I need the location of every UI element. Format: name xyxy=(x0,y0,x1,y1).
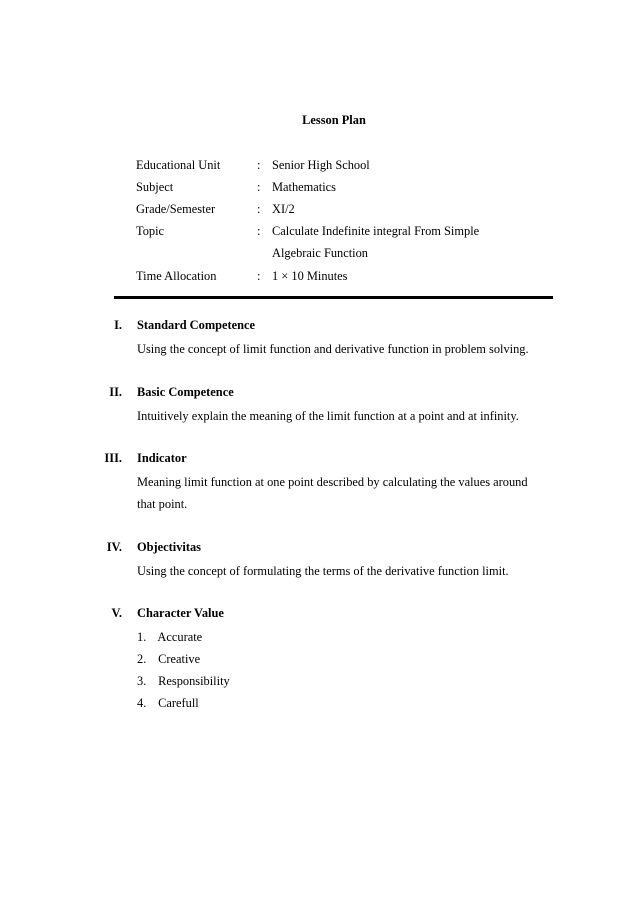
list-item-number: 4. xyxy=(137,696,147,710)
meta-value: Calculate Indefinite integral From Simple Algebraic Function xyxy=(272,224,480,260)
list-item-text: Accurate xyxy=(157,630,203,644)
section-number: III. xyxy=(104,451,122,465)
header-divider xyxy=(114,296,553,299)
list-item-text: Carefull xyxy=(158,696,199,710)
list-item-number: 1. xyxy=(137,630,147,644)
section-number: IV. xyxy=(106,540,122,554)
section-body: Using the concept of limit function and derivative function in problem solving. xyxy=(137,342,529,356)
character-value-list xyxy=(137,626,230,714)
list-item xyxy=(137,670,230,692)
section-title: Character Value xyxy=(137,606,224,620)
list-item-number: 3. xyxy=(137,674,147,688)
meta-colon: : xyxy=(257,180,261,194)
meta-label: Time Allocation xyxy=(136,269,217,283)
meta-colon: : xyxy=(257,202,261,216)
meta-value: Mathematics xyxy=(272,180,336,194)
meta-colon: : xyxy=(257,224,261,238)
meta-value: XI/2 xyxy=(272,202,295,216)
meta-label: Subject xyxy=(136,180,174,194)
section-body: Using the concept of formulating the terms of the derivative function limit. xyxy=(137,564,509,578)
list-item xyxy=(137,626,230,648)
section-title: Standard Competence xyxy=(137,318,256,332)
section-title: Objectivitas xyxy=(137,540,202,554)
meta-colon: : xyxy=(257,269,261,283)
list-item xyxy=(137,692,230,714)
list-item-text: Responsibility xyxy=(158,674,230,688)
section-number: I. xyxy=(114,318,122,332)
meta-label: Educational Unit xyxy=(136,158,221,172)
meta-label: Topic xyxy=(136,224,165,238)
section-title: Indicator xyxy=(137,451,187,465)
meta-value: Senior High School xyxy=(272,158,370,172)
list-item-text: Creative xyxy=(158,652,201,666)
section-body: Meaning limit function at one point described by calculating the values around that point. xyxy=(137,475,528,511)
meta-value: 1 × 10 Minutes xyxy=(272,269,348,283)
section-number: II. xyxy=(109,385,122,399)
list-item xyxy=(137,648,230,670)
section-number: V. xyxy=(111,606,122,620)
page-title: Lesson Plan xyxy=(302,113,366,127)
meta-colon: : xyxy=(257,158,261,172)
section-body: Intuitively explain the meaning of the limit function at a point and at infinity. xyxy=(137,409,519,423)
list-item-number: 2. xyxy=(137,652,147,666)
section-title: Basic Competence xyxy=(137,385,234,399)
meta-label: Grade/Semester xyxy=(136,202,216,216)
